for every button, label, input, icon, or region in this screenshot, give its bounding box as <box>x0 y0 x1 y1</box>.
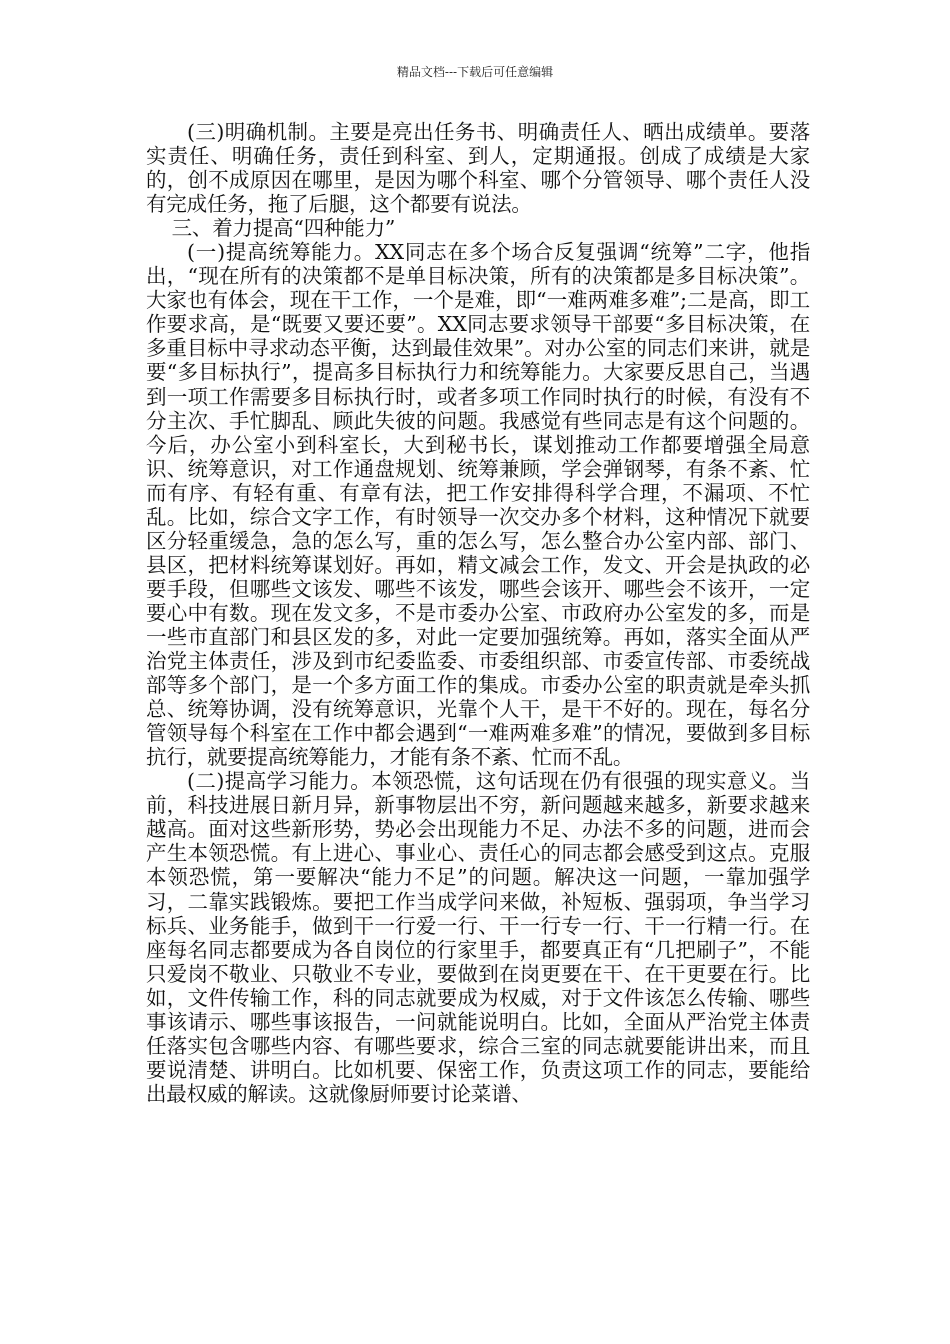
page-header: 精品文档---下载后可任意编辑 <box>396 65 554 79</box>
section-heading-four-abilities: 三、着力提高“四种能力” <box>171 216 396 241</box>
paragraph-clarify-mechanism: (三)明确机制。主要是亮出任务书、明确责任人、晒出成绩单。要落实责任、明确任务，责任到科室、到人，定期通报。创成了成绩是大家的，创不成原因在哪里，是因为哪个科室、哪个分管领导、哪个责任人没有完成任务，拖了后腿，这个都要有说法。 <box>146 120 810 217</box>
paragraph-learning-ability: (二)提高学习能力。本领恐慌，这句话现在仍有很强的现实意义。当前，科技进展日新月异，新事物层出不穷，新问题越来越多，新要求越来越高。面对这些新形势，势必会出现能力不足、办法不多的问题，进而会产生本领恐慌。有上进心、事业心、责任心的同志都会感受到这点。克服本领恐慌，第一要解决“能力不足”的问题。解决这一问题，一靠加强学习，二靠实践锻炼。要把工作当成学问来做，补短板、强弱项，争当学习标兵、业务能手，做到干一行爱一行、干一行专一行、干一行精一行。在座每名同志都要成为各自岗位的行家里手，都要真正有“几把刷子”，不能只爱岗不敬业、只敬业不专业，要做到在岗更要在干、在干更要在行。比如，文件传输工作，科的同志就要成为权威，对于文件该怎么传输、哪些事该请示、哪些事该报告，一问就能说明白。比如，全面从严治党主体责任落实包含哪些内容、有哪些要求，综合三室的同志就要能讲出来，而且要说清楚、讲明白。比如机要、保密工作，负责这项工作的同志，要能给出最权威的解读。这就像厨师要讨论菜谱、 <box>146 769 810 1106</box>
paragraph-coordination-ability: (一)提高统筹能力。XX同志在多个场合反复强调“统筹”二字，他指出，“现在所有的决策都不是单目标决策，所有的决策都是多目标决策”。大家也有体会，现在干工作，一个是难，即“一难两难多难”;二是高，即工作要求高，是“既要又要还要”。XX同志要求领导干部要“多目标决策，在多重目标中寻求动态平衡，达到最佳效果”。对办公室的同志们来讲，就是要“多目标执行”，提高多目标执行力和统筹能力。大家要反思自己，当遇到一项工作需要多目标执行时，或者多项工作同时执行的时候，有没有不分主次、手忙脚乱、顾此失彼的问题。我感觉有些同志是有这个问题的。今后，办公室小到科室长，大到秘书长，谋划推动工作都要增强全局意识、统筹意识，对工作通盘规划、统筹兼顾，学会弹钢琴，有条不紊、忙而有序、有轻有重、有章有法，把工作安排得科学合理，不漏项、不忙乱。比如，综合文字工作，有时领导一次交办多个材料，这种情况下就要区分轻重缓急，急的怎么写，重的怎么写，怎么整合办公室内部、部门、县区，把材料统筹谋划好。再如，精文减会工作，发文、开会是执政的必要手段，但哪些文该发、哪些不该发，哪些会该开、哪些会不该开，一定要心中有数。现在发文多，不是市委办公室、市政府办公室发的多，而是一些市直部门和县区发的多，对此一定要加强统筹。再如，落实全面从严治党主体责任，涉及到市纪委监委、市委组织部、市委宣传部、市委统战部等多个部门，是一个多方面工作的集成。市委办公室的职责就是牵头抓总、统筹协调，没有统筹意识，光靠个人干，是干不好的。现在，每名分管领导每个科室在工作中都会遇到“一难两难多难”的情况，要做到多目标抗行，就要提高统筹能力，才能有条不紊、忙而不乱。 <box>146 240 810 770</box>
document-body <box>146 120 810 1106</box>
